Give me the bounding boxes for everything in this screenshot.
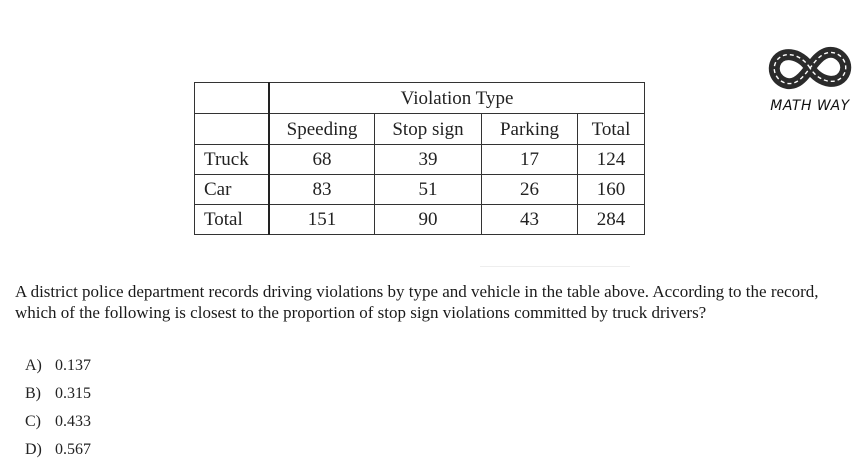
table-row [195, 205, 645, 235]
divider [480, 266, 630, 267]
option-c[interactable] [25, 412, 91, 440]
column-header-total: Total [578, 114, 645, 145]
option-d[interactable] [25, 440, 91, 468]
row-label-car: Car [195, 175, 270, 205]
option-value: 0.433 [55, 413, 91, 430]
table-cell: 26 [482, 175, 578, 205]
violation-table [194, 82, 645, 235]
answer-options [25, 356, 91, 468]
column-header-parking: Parking [482, 114, 578, 145]
option-letter: D) [25, 441, 42, 458]
table-cell: 51 [375, 175, 482, 205]
table-corner-cell [195, 83, 270, 114]
question-text: A district police department records driving violations by type and vehicle in the table above. According to the record, which of the following is closest to the proportion of stop sign violations committed by truck drivers? [15, 282, 819, 322]
column-header-speeding: Speeding [269, 114, 375, 145]
table-columns-row [195, 114, 645, 145]
row-label-total: Total [195, 205, 270, 235]
table-cell: 39 [375, 145, 482, 175]
row-label-truck: Truck [195, 145, 270, 175]
column-header-stop-sign: Stop sign [375, 114, 482, 145]
table-cell: 160 [578, 175, 645, 205]
table-cell: 90 [375, 205, 482, 235]
option-b[interactable] [25, 384, 91, 412]
option-letter: C) [25, 413, 41, 430]
logo-text: MATH WAY [770, 98, 850, 114]
table-cell: 17 [482, 145, 578, 175]
table-cell: 83 [269, 175, 375, 205]
option-letter: A) [25, 357, 42, 374]
table-row [195, 145, 645, 175]
table-cell: 151 [269, 205, 375, 235]
option-a[interactable] [25, 356, 91, 384]
table-cell: 284 [578, 205, 645, 235]
table-row [195, 175, 645, 205]
math-way-logo [760, 40, 860, 120]
table-corner-cell [195, 114, 270, 145]
option-value: 0.567 [55, 441, 91, 458]
violation-type-header: Violation Type [269, 83, 645, 114]
option-value: 0.315 [55, 385, 91, 402]
table-cell: 43 [482, 205, 578, 235]
option-letter: B) [25, 385, 41, 402]
table-cell: 124 [578, 145, 645, 175]
infinity-road-icon [766, 40, 854, 96]
option-value: 0.137 [55, 357, 91, 374]
table-cell: 68 [269, 145, 375, 175]
table-header-row [195, 83, 645, 114]
